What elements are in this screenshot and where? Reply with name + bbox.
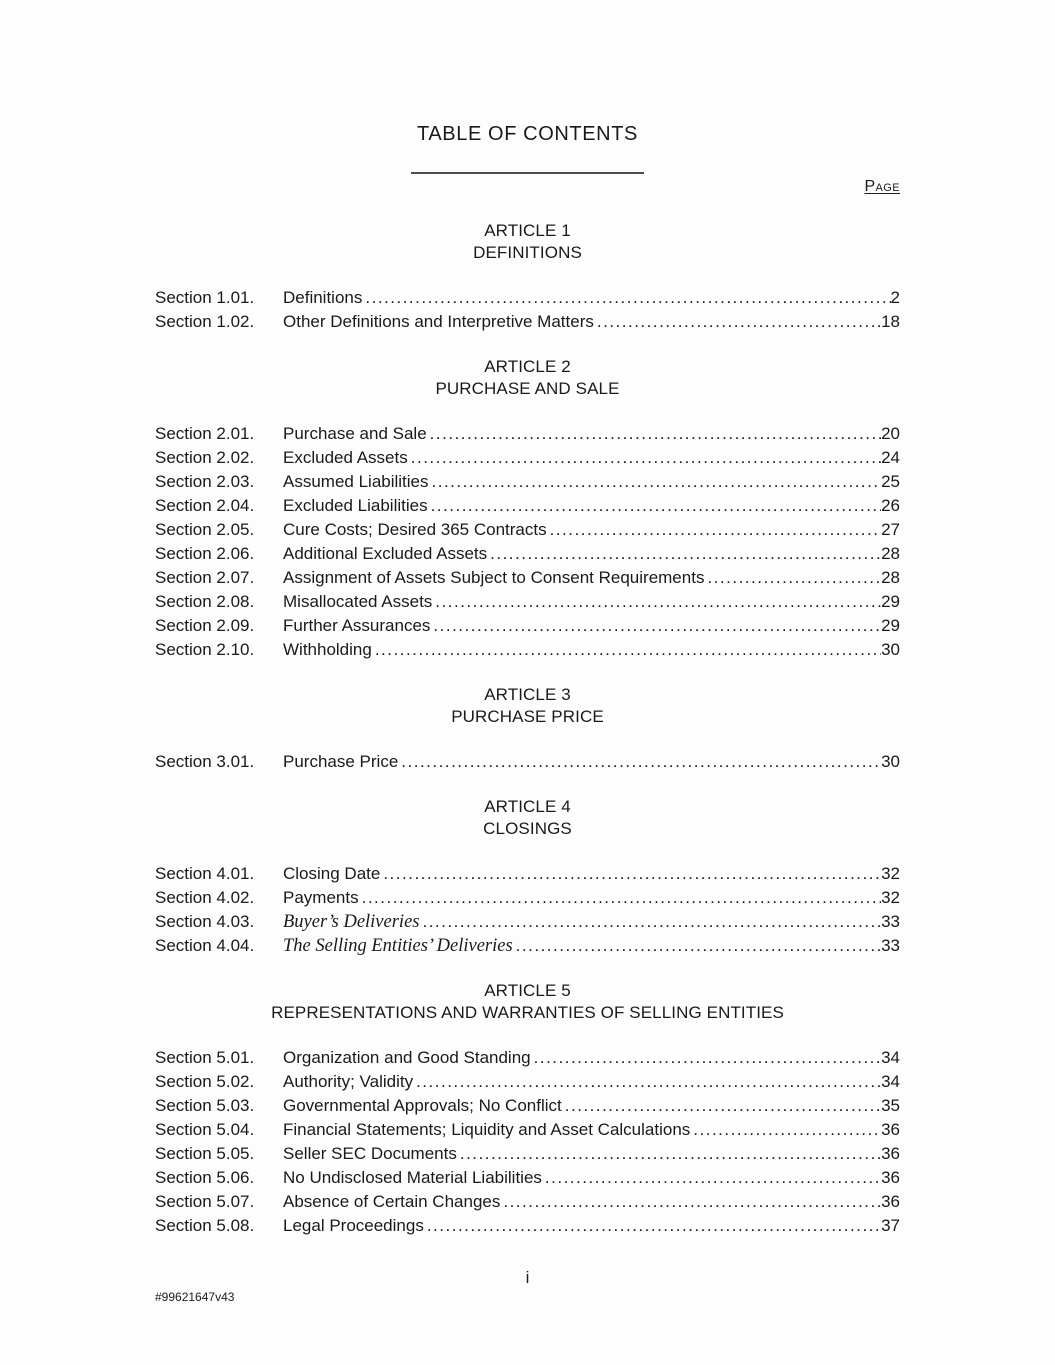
article-heading [155,980,900,1024]
section-page-number: 33 [881,912,900,931]
dot-leader [427,1214,881,1238]
dot-leader [422,910,881,934]
toc-entry [155,934,900,958]
article-heading [155,220,900,264]
page-column-label: Page [864,178,900,195]
title-rule [411,172,644,174]
section-number: Section 5.08. [155,1216,255,1235]
toc-entry [155,422,900,446]
dot-leader [460,1142,881,1166]
toc-entry [155,518,900,542]
section-title: Absence of Certain Changes [283,1192,501,1211]
section-page-number: 18 [881,312,900,331]
section-title: Purchase Price [283,752,399,771]
section-page-number: 24 [881,448,900,467]
section-page-number: 32 [881,864,900,883]
toc-entry [155,750,900,774]
section-number: Section 2.10. [155,640,255,659]
section-title: Further Assurances [283,616,431,635]
section-title: Misallocated Assets [283,592,433,611]
section-number: Section 4.02. [155,888,255,907]
toc-entry [155,1118,900,1142]
toc-entry [155,1190,900,1214]
section-number: Section 5.07. [155,1192,255,1211]
section-number: Section 4.01. [155,864,255,883]
section-page-number: 28 [881,568,900,587]
article-heading [155,684,900,728]
dot-leader [597,310,881,334]
section-number: Section 2.02. [155,448,255,467]
section-title: Other Definitions and Interpretive Matters [283,312,594,331]
toc-entry [155,1094,900,1118]
section-page-number: 32 [881,888,900,907]
toc-entry [155,1070,900,1094]
section-title: Assignment of Assets Subject to Consent Requirements [283,568,705,587]
toc-rows [155,422,900,662]
section-title: Authority; Validity [283,1072,414,1091]
toc-rows [155,750,900,774]
dot-leader [565,1094,881,1118]
section-number: Section 2.04. [155,496,255,515]
section-number: Section 2.09. [155,616,255,635]
article-block [155,980,900,1238]
document-id-stamp: #99621647v43 [155,1290,235,1304]
toc-rows [155,286,900,334]
section-number: Section 4.03. [155,912,255,931]
toc-rows [155,862,900,958]
section-title: Governmental Approvals; No Conflict [283,1096,562,1115]
section-number: Section 2.07. [155,568,255,587]
dot-leader [432,470,882,494]
section-number: Section 5.01. [155,1048,255,1067]
dot-leader [545,1166,881,1190]
section-number: Section 3.01. [155,752,255,771]
article-subheading: PURCHASE PRICE [451,707,604,726]
toc-entry [155,910,900,934]
toc-rows [155,1046,900,1238]
toc-entry [155,286,900,310]
dot-leader [516,934,881,958]
toc-entry [155,1142,900,1166]
section-number: Section 2.01. [155,424,255,443]
section-title: Buyer’s Deliveries [283,912,420,932]
toc-entry [155,446,900,470]
section-page-number: 33 [881,936,900,955]
section-page-number: 35 [881,1096,900,1115]
toc-entry [155,590,900,614]
toc-entry [155,1166,900,1190]
section-page-number: 27 [881,520,900,539]
section-title: Excluded Liabilities [283,496,428,515]
article-number: ARTICLE 2 [484,357,571,376]
section-number: Section 5.03. [155,1096,255,1115]
section-page-number: 25 [881,472,900,491]
section-title: Purchase and Sale [283,424,427,443]
dot-leader [383,862,881,886]
dot-leader [416,1070,881,1094]
section-page-number: 36 [881,1168,900,1187]
section-title: Payments [283,888,359,907]
section-page-number: 29 [881,616,900,635]
toc-entry [155,638,900,662]
article-subheading: CLOSINGS [483,819,572,838]
section-number: Section 5.06. [155,1168,255,1187]
section-title: Financial Statements; Liquidity and Asset Calculations [283,1120,691,1139]
dot-leader [490,542,881,566]
article-number: ARTICLE 4 [484,797,571,816]
section-title: Legal Proceedings [283,1216,424,1235]
dot-leader [693,1118,881,1142]
dot-leader [433,614,881,638]
toc-entry [155,886,900,910]
article-block [155,356,900,662]
section-title: Withholding [283,640,372,659]
article-subheading: DEFINITIONS [473,243,582,262]
section-page-number: 29 [881,592,900,611]
toc-entry [155,310,900,334]
footer-page-number: i [525,1268,530,1287]
dot-leader [362,886,881,910]
section-page-number: 34 [881,1072,900,1091]
section-number: Section 2.06. [155,544,255,563]
page-title: TABLE OF CONTENTS [417,123,638,145]
section-page-number: 30 [881,640,900,659]
dot-leader [430,422,881,446]
article-block [155,220,900,334]
dot-leader [503,1190,881,1214]
section-title: No Undisclosed Material Liabilities [283,1168,542,1187]
toc-entry [155,614,900,638]
dot-leader [550,518,881,542]
article-number: ARTICLE 5 [484,981,571,1000]
section-title: Cure Costs; Desired 365 Contracts [283,520,547,539]
article-heading [155,356,900,400]
toc-entry [155,470,900,494]
article-block [155,684,900,774]
section-title: Seller SEC Documents [283,1144,457,1163]
section-number: Section 5.04. [155,1120,255,1139]
section-number: Section 5.02. [155,1072,255,1091]
dot-leader [707,566,881,590]
article-block [155,796,900,958]
article-subheading: PURCHASE AND SALE [435,379,620,398]
dot-leader [411,446,881,470]
article-number: ARTICLE 1 [484,221,571,240]
toc-entry [155,1214,900,1238]
section-title: The Selling Entities’ Deliveries [283,936,513,956]
section-page-number: 36 [881,1192,900,1211]
section-page-number: 2 [890,288,900,307]
section-title: Assumed Liabilities [283,472,429,491]
section-title: Excluded Assets [283,448,408,467]
toc-entry [155,1046,900,1070]
article-number: ARTICLE 3 [484,685,571,704]
dot-leader [401,750,881,774]
dot-leader [375,638,881,662]
toc-articles [155,220,900,1238]
section-title: Additional Excluded Assets [283,544,488,563]
toc-entry [155,566,900,590]
section-number: Section 5.05. [155,1144,255,1163]
dot-leader [431,494,881,518]
section-number: Section 2.08. [155,592,255,611]
article-heading [155,796,900,840]
article-subheading: REPRESENTATIONS AND WARRANTIES OF SELLING ENTITIES [271,1003,784,1022]
section-page-number: 37 [881,1216,900,1235]
section-number: Section 2.03. [155,472,255,491]
toc-entry [155,494,900,518]
section-title: Organization and Good Standing [283,1048,531,1067]
section-page-number: 34 [881,1048,900,1067]
section-title: Closing Date [283,864,381,883]
dot-leader [534,1046,881,1070]
section-page-number: 36 [881,1144,900,1163]
section-page-number: 36 [881,1120,900,1139]
section-number: Section 1.01. [155,288,255,307]
section-number: Section 1.02. [155,312,255,331]
dot-leader [365,286,890,310]
section-number: Section 2.05. [155,520,255,539]
section-number: Section 4.04. [155,936,255,955]
section-page-number: 28 [881,544,900,563]
section-page-number: 26 [881,496,900,515]
toc-entry [155,862,900,886]
toc-entry [155,542,900,566]
dot-leader [435,590,881,614]
section-page-number: 30 [881,752,900,771]
section-title: Definitions [283,288,363,307]
section-page-number: 20 [881,424,900,443]
